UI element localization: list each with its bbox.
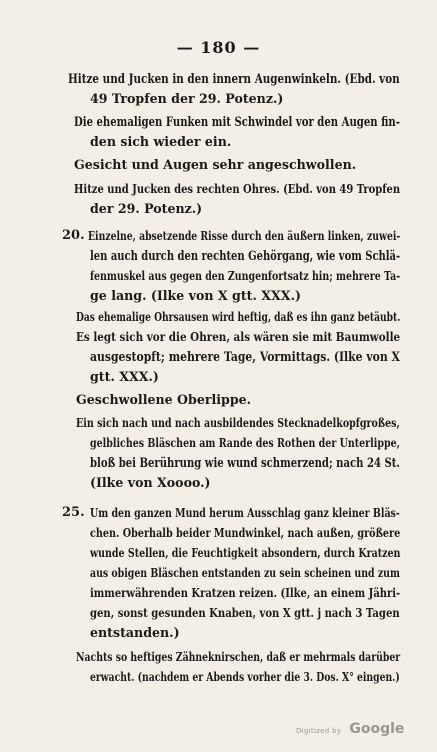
text-line: Gesicht und Augen sehr angeschwollen. [74, 157, 357, 172]
text-line: der 29. Potenz.) [90, 201, 203, 216]
text-line: Es legt sich vor die Ohren, als wären sie mit Baumwolle [76, 330, 401, 344]
text-line: gelbliches Bläschen am Rande des Rothen der Unterlippe, [90, 436, 400, 450]
text-line: immerwährenden Kratzen reizen. (Ilke, an einem Jähri- [90, 586, 401, 600]
text-line: ausgestopft; mehrere Tage, Vormittags. (Ilke von X [90, 349, 400, 364]
text-line: Um den ganzen Mund herum Ausschlag ganz kleiner Bläs- [90, 506, 400, 520]
text-line: Die ehemaligen Funken mit Schwindel vor den Augen fin- [74, 114, 400, 129]
paragraph-number: 25. [62, 505, 85, 520]
text-line: fenmuskel aus gegen den Zungenfortsatz hin; mehrere Ta- [90, 269, 401, 283]
text-line: wunde Stellen, die Feuchtigkeit absondern, durch Kratzen [90, 546, 401, 560]
digitized-by-label: Digitized by [296, 727, 342, 735]
text-line: Das ehemalige Ohrsausen wird heftig, daß es ihn ganz betäubt. [76, 310, 401, 324]
text-line: erwacht. (nachdem er Abends vorher die 3. Dos. X° eingen.) [90, 670, 400, 684]
text-line: Nachts so heftiges Zähneknirschen, daß er mehrmals darüber [76, 650, 401, 664]
paragraph-number: 20. [62, 228, 85, 243]
text-line: Hitze und Jucken des rechten Ohres. (Ebd. von 49 Tropfen [74, 182, 401, 196]
text-line: (Ilke von Xoooo.) [90, 475, 211, 490]
text-line: len auch durch den rechten Gehörgang, wie vom Schlä- [90, 248, 401, 263]
google-logo-text: Google [349, 721, 405, 737]
text-line: gen, sonst gesunden Knaben, von X gtt. j nach 3 Tagen [90, 606, 400, 620]
page-number: — 180 — [176, 38, 261, 57]
text-line: Ein sich nach und nach ausbildendes Stecknadelkopfgroßes, [76, 416, 400, 430]
text-line: entstanden.) [90, 625, 180, 640]
text-line: ge lang. (Ilke von X gtt. XXX.) [90, 288, 301, 303]
text-line: chen. Oberhalb beider Mundwinkel, nach außen, größere [90, 526, 401, 540]
text-line: 49 Tropfen der 29. Potenz.) [90, 91, 284, 106]
text-line: bloß bei Berührung wie wund schmerzend; nach 24 St. [90, 455, 400, 470]
text-line: gtt. XXX.) [90, 369, 159, 384]
text-line: Hitze und Jucken in den innern Augenwinkeln. (Ebd. von [68, 71, 400, 86]
google-watermark [296, 718, 404, 737]
text-line: Einzelne, absetzende Risse durch den äußern linken, zuwei- [88, 229, 401, 243]
text-line: den sich wieder ein. [90, 134, 232, 149]
text-line: Geschwollene Oberlippe. [76, 392, 252, 407]
text-line: aus obigen Bläschen entstanden zu sein scheinen und zum [90, 566, 400, 580]
